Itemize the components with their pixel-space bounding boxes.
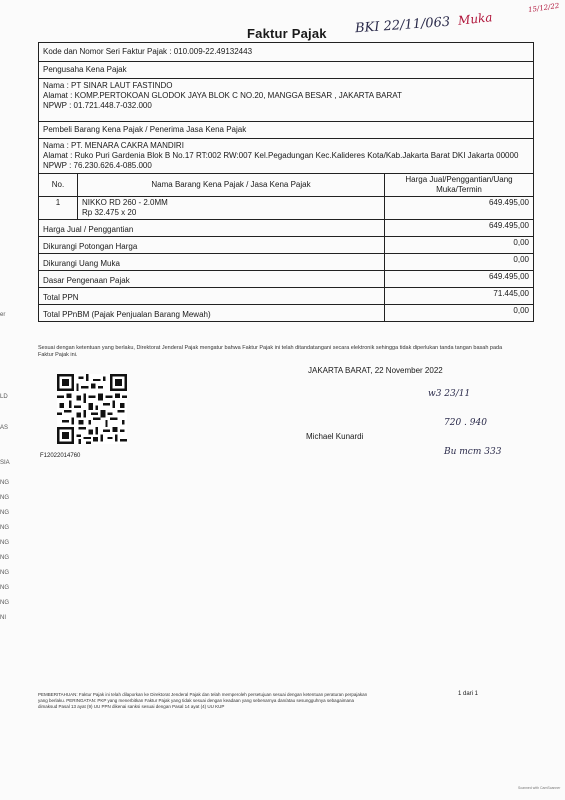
seller-info: [39, 79, 534, 122]
item-description: [78, 197, 385, 220]
edge-text: NG: [0, 495, 9, 501]
footer-notice: PEMBERITAHUAN: Faktur Pajak ini telah dilaporkan ke Direktorat Jenderal Pajak dan telah memperoleh persetujuan sesuai dengan ketentuan peraturan perpajakan yang berlaku. PERINGATAN: PKP yang menerbitkan Faktur Pajak yang tidak sesuai dengan keadaan yang sebenarnya dan/atau sesungguhnya sebagaimana dimaksud Pasal 13 ayat (9) UU PPN dikenai sanksi sesuai dengan Pasal 14 ayat (4) UU KUP: [38, 692, 368, 709]
summary-label: Total PPN: [39, 288, 385, 305]
edge-text: er: [0, 312, 6, 318]
buyer-npwp: NPWP : 76.230.626.4-085.000: [43, 161, 152, 170]
signer-name: Michael Kunardi: [306, 432, 364, 441]
handwritten-note: 720 . 940: [444, 418, 487, 428]
edge-text: NG: [0, 570, 9, 576]
place-date: JAKARTA BARAT, 22 November 2022: [308, 366, 443, 375]
scanner-watermark: Scanned with CamScanner: [518, 786, 561, 790]
summary-label: Harga Jual / Penggantian: [39, 220, 385, 237]
summary-value: 0,00: [385, 254, 534, 271]
edge-text: NG: [0, 600, 9, 606]
summary-label: Total PPnBM (Pajak Penjualan Barang Mewah): [39, 305, 385, 322]
seller-header: Pengusaha Kena Pajak: [39, 62, 534, 79]
page-number: 1 dari 1: [458, 691, 479, 697]
handwritten-note: w3 23/11: [428, 389, 471, 399]
summary-value: 0,00: [385, 305, 534, 322]
left-edge-margin: [0, 290, 14, 630]
edge-text: LD: [0, 394, 8, 400]
summary-label: Dikurangi Potongan Harga: [39, 237, 385, 254]
seller-name: Nama : PT SINAR LAUT FASTINDO: [43, 81, 173, 90]
edge-text: SIA: [0, 460, 10, 466]
edge-text: NG: [0, 510, 9, 516]
item-name: NIKKO RD 260 - 2.0MM: [82, 198, 168, 207]
buyer-name: Nama : PT. MENARA CAKRA MANDIRI: [43, 141, 184, 150]
handwritten-note: Bu mcm 333: [444, 447, 502, 457]
column-header-price: Harga Jual/Penggantian/Uang Muka/Termin: [385, 174, 534, 197]
summary-row: [39, 305, 534, 322]
edge-text: NG: [0, 540, 9, 546]
seller-npwp: NPWP : 01.721.448.7-032.000: [43, 101, 152, 110]
column-header-item: Nama Barang Kena Pajak / Jasa Kena Pajak: [78, 174, 385, 197]
invoice-table: [38, 42, 534, 322]
summary-value: 649.495,00: [385, 220, 534, 237]
buyer-header: Pembeli Barang Kena Pajak / Penerima Jasa Kena Pajak: [39, 122, 534, 139]
seller-address: Alamat : KOMP.PERTOKOAN GLODOK JAYA BLOK C NO.20, MANGGA BESAR , JAKARTA BARAT: [43, 91, 402, 100]
summary-label: Dasar Pengenaan Pajak: [39, 271, 385, 288]
summary-label: Dikurangi Uang Muka: [39, 254, 385, 271]
column-header-no: No.: [39, 174, 78, 197]
handwritten-signature: Muka: [457, 10, 494, 28]
summary-row: [39, 288, 534, 305]
table-row: [39, 197, 534, 220]
document-code: F12022014760: [40, 453, 81, 459]
summary-row: [39, 254, 534, 271]
item-price: 649.495,00: [385, 197, 534, 220]
edge-text: NI: [0, 615, 6, 621]
item-no: 1: [39, 197, 78, 220]
item-detail: Rp 32.475 x 20: [82, 208, 137, 217]
edge-text: NG: [0, 555, 9, 561]
electronic-signature-note: Sesuai dengan ketentuan yang berlaku, Direktorat Jenderal Pajak mengatur bahwa Faktur Pajak ini telah ditandatangani secara elektronik sehingga tidak diperlukan tanda tangan basah pada Faktur Pajak ini.: [38, 345, 503, 358]
handwritten-reference: BKI 22/11/063: [354, 14, 451, 37]
edge-text: NG: [0, 525, 9, 531]
handwritten-date: 15/12/22: [527, 1, 560, 15]
edge-text: NG: [0, 585, 9, 591]
summary-row: [39, 271, 534, 288]
page-title: Faktur Pajak: [247, 26, 327, 41]
summary-row: [39, 237, 534, 254]
summary-value: 71.445,00: [385, 288, 534, 305]
buyer-address: Alamat : Ruko Puri Gardenia Blok B No.17 RT:002 RW:007 Kel.Pegadungan Kec.Kalideres Kota/Kab.Jakarta Barat DKI Jakarta 00000: [43, 151, 519, 160]
edge-text: AS: [0, 425, 9, 431]
summary-value: 649.495,00: [385, 271, 534, 288]
edge-text: NG: [0, 480, 9, 486]
summary-row: [39, 220, 534, 237]
buyer-info: [39, 139, 534, 174]
summary-value: 0,00: [385, 237, 534, 254]
serial-number: Kode dan Nomor Seri Faktur Pajak : 010.009-22.49132443: [39, 43, 534, 62]
qr-code-icon: [57, 374, 127, 444]
